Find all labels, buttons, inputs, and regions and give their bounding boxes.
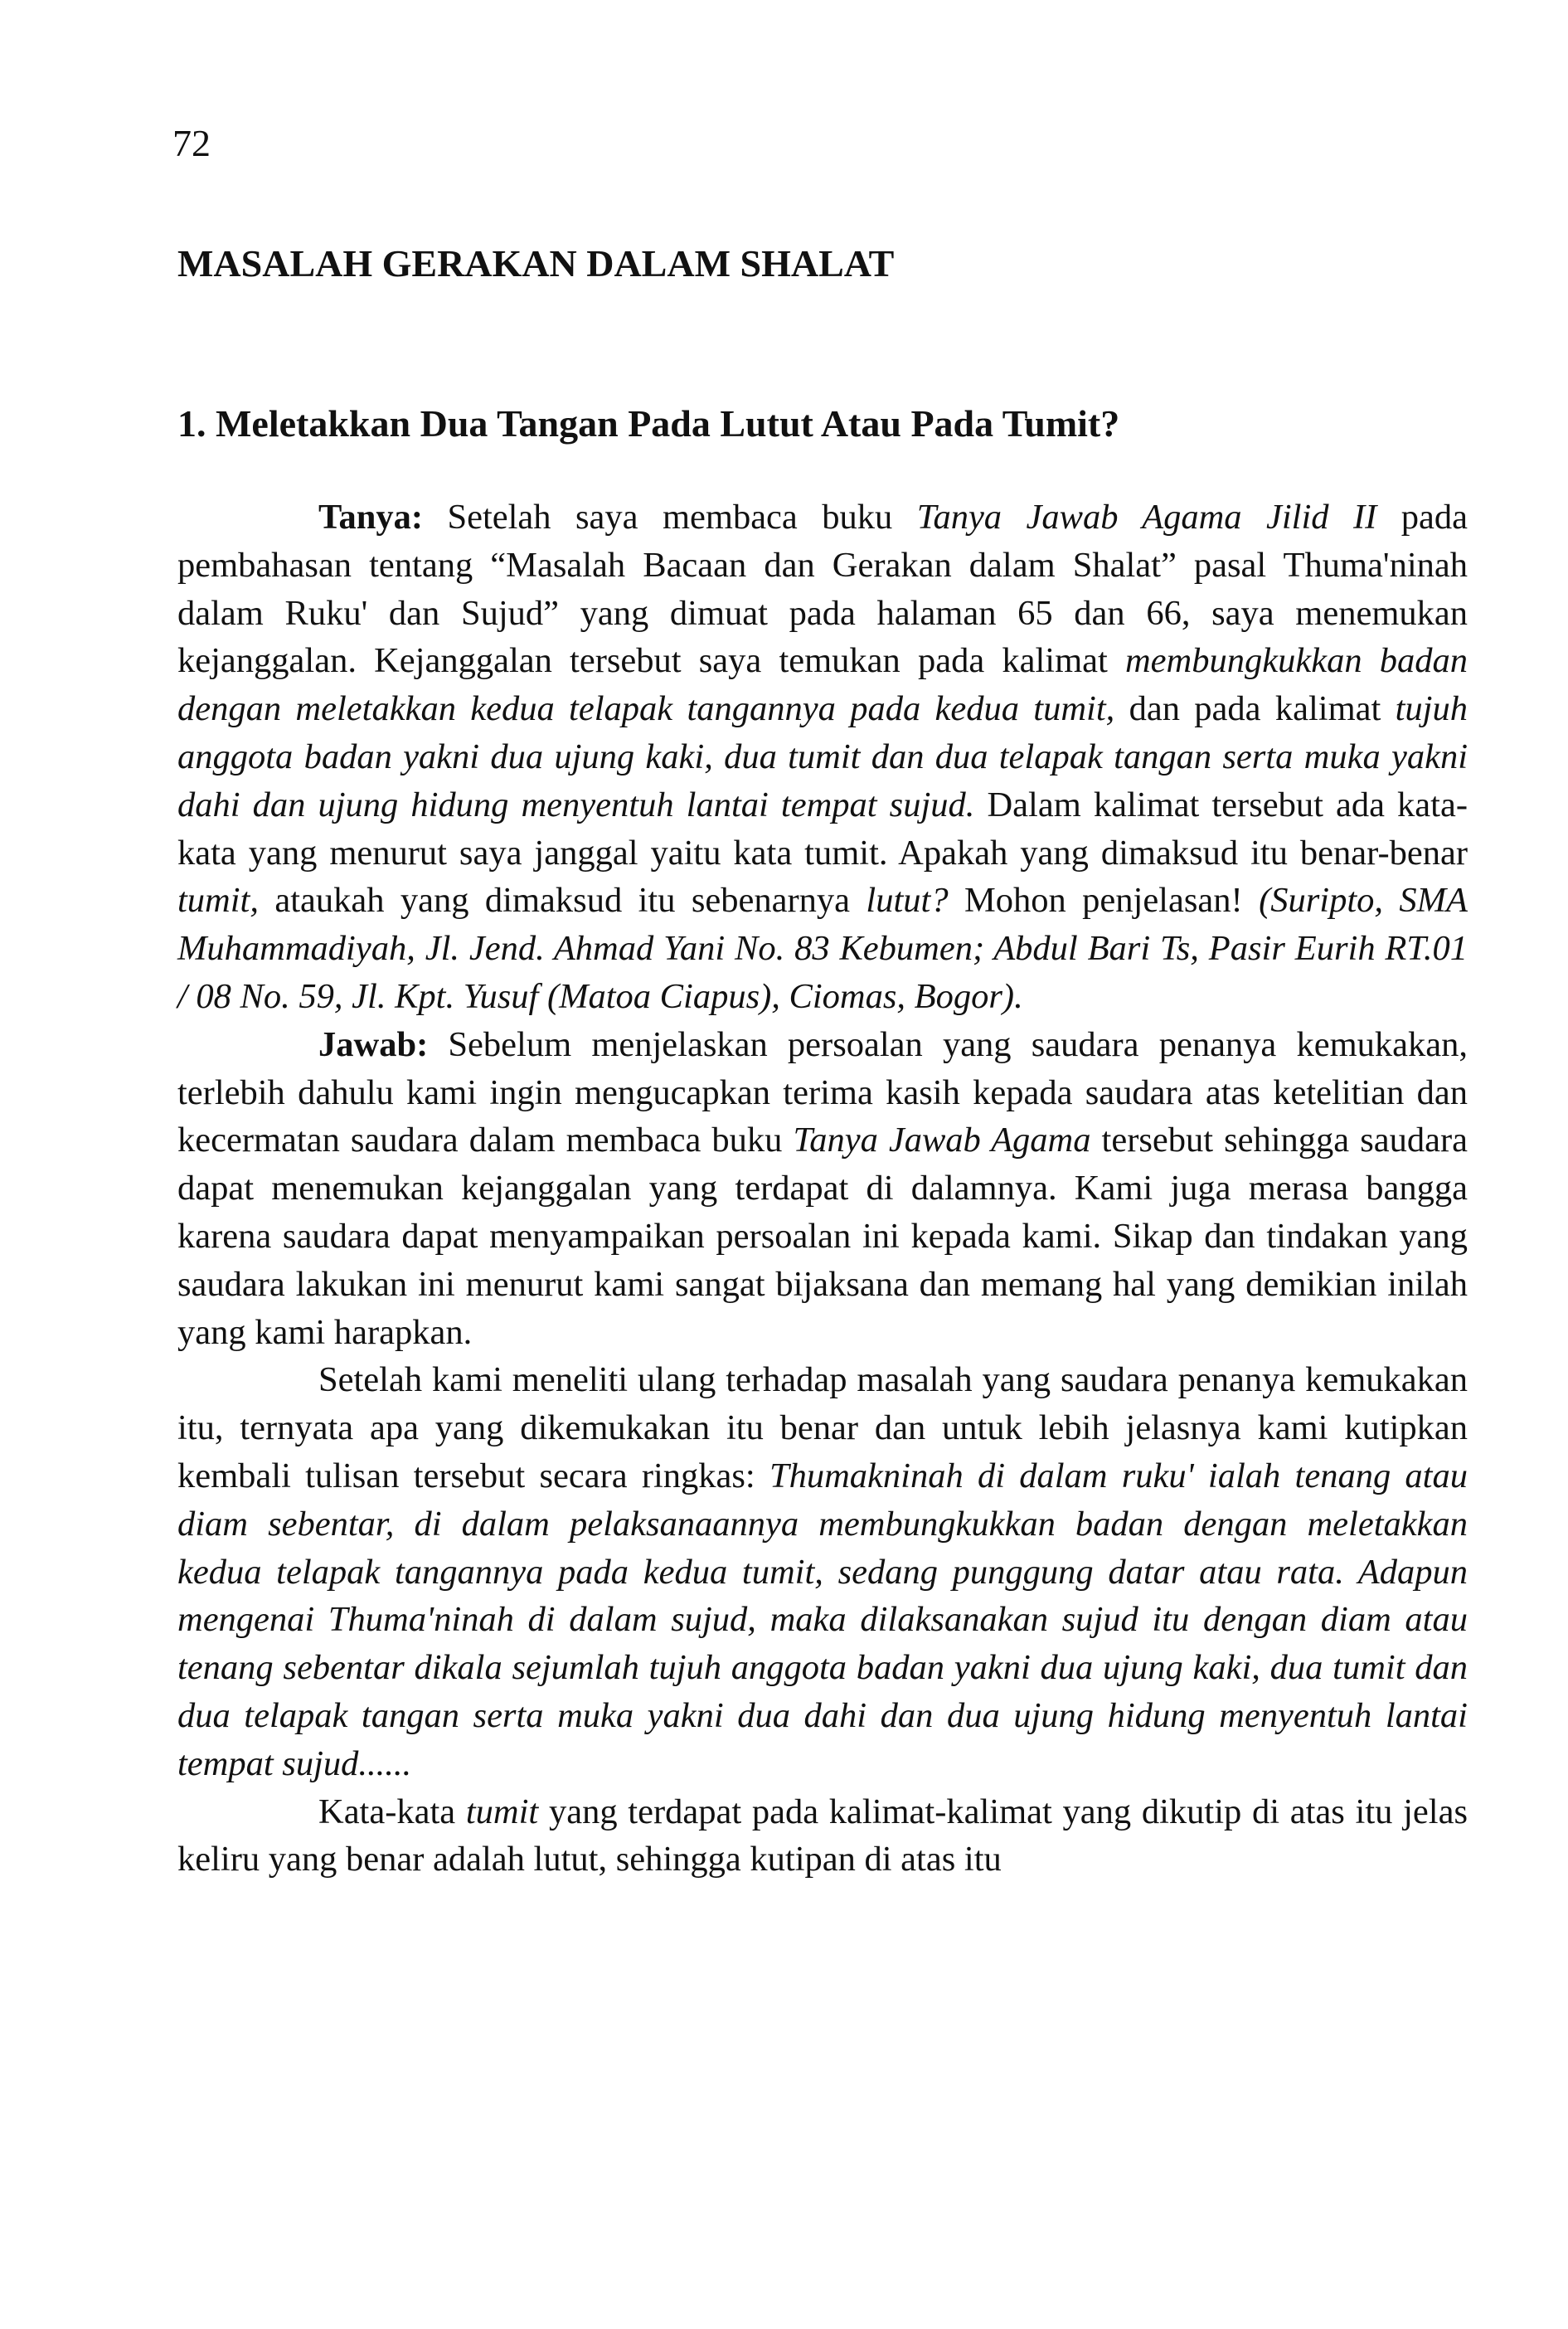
- question-text: Mohon penjelasan!: [948, 881, 1260, 921]
- question-text: Setelah saya membaca buku: [423, 498, 917, 537]
- question-text: ataukah yang dimaksud itu sebenarnya: [259, 881, 867, 921]
- body-paragraph: [177, 1788, 1468, 1884]
- page-number: 72: [172, 122, 211, 164]
- emphasis-word: lutut?: [866, 881, 949, 921]
- book-title: Tanya Jawab Agama Jilid II: [916, 498, 1377, 537]
- question-label: Tanya:: [318, 498, 423, 537]
- quoted-passage: Thumakninah di dalam ruku' ialah tenang atau diam sebentar, di dalam pelaksanaannya membungkukkan badan dengan meletakkan kedua telapak tangannya pada kedua tumit, sedang punggung datar atau rata. Adapun mengenai Thuma'ninah di dalam sujud, maka dilaksanakan sujud itu dengan diam atau tenang sebentar dikala sejumlah tujuh anggota badan yakni dua ujung kaki, dua tumit dan dua telapak tangan serta muka yakni dua dahi dan dua ujung hidung menyentuh lantai tempat sujud......: [177, 1456, 1468, 1783]
- question-paragraph: [177, 494, 1468, 1021]
- question-text: Dalam kalimat tersebut ada kata-kata yang menurut saya janggal yaitu kata tumit. Apakah yang dimaksud itu benar-benar: [177, 785, 1468, 873]
- emphasis-word: tumit: [465, 1792, 539, 1831]
- section-heading: 1. Meletakkan Dua Tangan Pada Lutut Atau Pada Tumit?: [177, 402, 1120, 445]
- sender-attribution: (Suripto, SMA Muhammadiyah, Jl. Jend. Ahmad Yani No. 83 Kebumen; Abdul Bari Ts, Pasir Eurih RT.01 / 08 No. 59, Jl. Kpt. Yusuf (Matoa Ciapus), Ciomas, Bogor).: [177, 881, 1468, 1016]
- question-text: dan pada kalimat: [1114, 689, 1396, 729]
- emphasis-word: tumit,: [177, 881, 259, 921]
- question-text: pada pembahasan tentang “Masalah Bacaan dan Gerakan dalam Shalat” pasal Thuma'ninah dalam Ruku' dan Sujud” yang dimuat pada halaman 65 dan 66, saya menemukan kejanggalan. Kejanggalan tersebut saya temukan pada kalimat: [177, 498, 1468, 681]
- answer-paragraph: [177, 1021, 1468, 1357]
- quoted-phrase: tujuh anggota badan yakni dua ujung kaki, dua tumit dan dua telapak tangan serta muka yakni dahi dan ujung hidung menyentuh lantai tempat sujud.: [177, 689, 1468, 824]
- paragraph-text: yang terdapat pada kalimat-kalimat yang dikutip di atas itu jelas keliru yang benar adalah lutut, sehingga kutipan di atas itu: [177, 1792, 1468, 1879]
- body-text: [177, 494, 1468, 1884]
- paragraph-text: Setelah kami meneliti ulang terhadap masalah yang saudara penanya kemukakan itu, ternyata apa yang dikemukakan itu benar dan untuk lebih jelasnya kami kutipkan kembali tulisan tersebut secara ringkas:: [177, 1360, 1468, 1495]
- chapter-title: MASALAH GERAKAN DALAM SHALAT: [177, 242, 895, 284]
- answer-text: tersebut sehingga saudara dapat menemukan kejanggalan yang terdapat di dalamnya. Kami juga merasa bangga karena saudara dapat menyampaikan persoalan ini kepada kami. Sikap dan tindakan yang saudara lakukan ini menurut kami sangat bijaksana dan memang hal yang demikian inilah yang kami harapkan.: [177, 1121, 1468, 1352]
- answer-label: Jawab:: [318, 1024, 429, 1064]
- quoted-phrase: membungkukkan badan dengan meletakkan kedua telapak tangannya pada kedua tumit,: [177, 641, 1468, 729]
- body-paragraph: [177, 1356, 1468, 1787]
- paragraph-text: Kata-kata: [318, 1792, 466, 1831]
- answer-text: Sebelum menjelaskan persoalan yang saudara penanya kemukakan, terlebih dahulu kami ingin mengucapkan terima kasih kepada saudara atas ketelitian dan kecermatan saudara dalam membaca buku: [177, 1024, 1468, 1160]
- book-title: Tanya Jawab Agama: [793, 1121, 1091, 1160]
